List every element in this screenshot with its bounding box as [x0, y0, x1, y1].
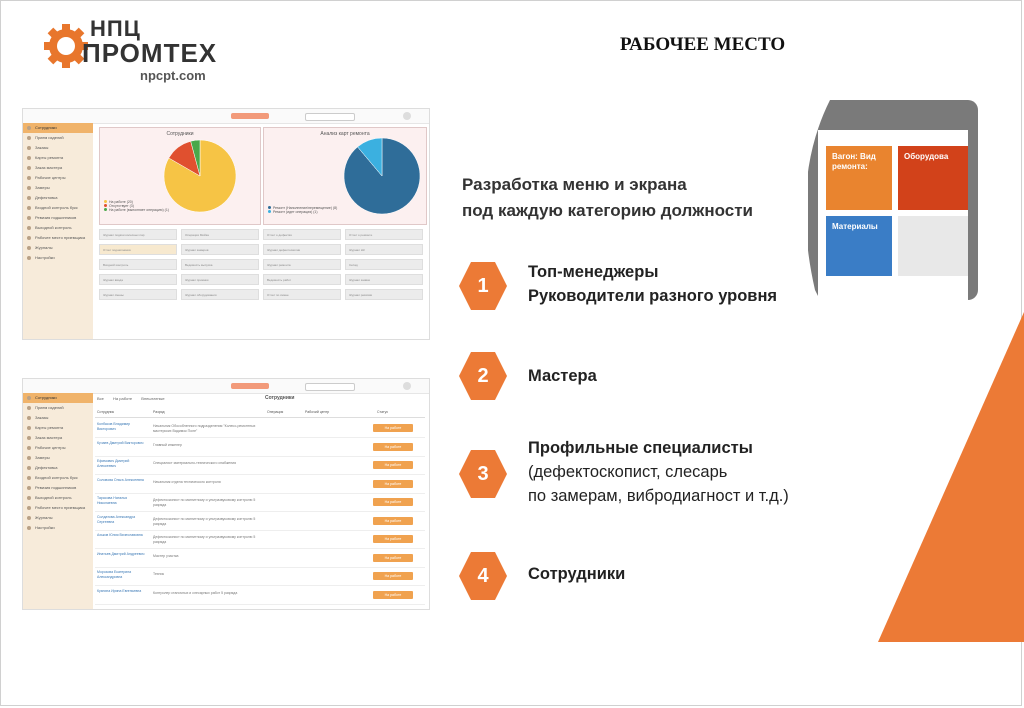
- report-card[interactable]: Журнал дефектоскопии: [263, 244, 341, 255]
- report-card[interactable]: Ведомость работ: [263, 274, 341, 285]
- report-card[interactable]: Журнал приемки: [181, 274, 259, 285]
- heading-line-2: под каждую категорию должности: [462, 201, 753, 220]
- dashboard-screenshot: [22, 108, 430, 340]
- employee-name[interactable]: Солдатова Александра Сергеевна: [97, 514, 136, 524]
- app-header: [23, 379, 429, 394]
- col-workcenter[interactable]: Рабочий центр: [305, 410, 330, 414]
- sidebar-item[interactable]: Замеры: [23, 183, 93, 193]
- app-header: [23, 109, 429, 124]
- sidebar-item[interactable]: Настройки: [23, 523, 93, 533]
- employee-position: Дефектоскопист по магнитному и ультразвуковому контролю 5 разряда: [153, 535, 256, 544]
- phone-tile-wagon: Вагон: Вид ремонта:: [826, 146, 892, 210]
- sidebar-item[interactable]: Журналы: [23, 243, 93, 253]
- page-title: РАБОЧЕЕ МЕСТО: [620, 34, 786, 55]
- phone-mask: [770, 90, 830, 320]
- pie-legend: [104, 200, 169, 212]
- table-row[interactable]: [95, 419, 425, 438]
- report-card[interactable]: Отчет о ремонте: [345, 229, 423, 240]
- status-badge[interactable]: На работе: [373, 591, 413, 599]
- item-number: 1: [477, 275, 489, 297]
- user-icon[interactable]: [403, 382, 411, 390]
- company-logo: [42, 14, 242, 94]
- report-card[interactable]: Журнал смены: [99, 289, 177, 300]
- employee-position: Начальник отдела технического контроля: [153, 479, 221, 484]
- sidebar-item[interactable]: Дефектовка: [23, 193, 93, 203]
- employees-table-screenshot: [22, 378, 430, 610]
- status-badge[interactable]: На работе: [373, 535, 413, 543]
- col-status[interactable]: Статус: [377, 410, 389, 414]
- status-badge[interactable]: На работе: [373, 480, 413, 488]
- tab-at-work[interactable]: На работе: [113, 396, 133, 401]
- sidebar-item[interactable]: Заказы: [23, 413, 93, 423]
- item-number: 2: [477, 365, 489, 387]
- sidebar-item[interactable]: Рабочее место приемщика: [23, 233, 93, 243]
- item-line: Руководители разного уровня: [528, 287, 778, 305]
- table-row[interactable]: [95, 438, 425, 457]
- sidebar-item[interactable]: Рабочие центры: [23, 443, 93, 453]
- report-card[interactable]: Ведомость выпуска: [181, 259, 259, 270]
- item-text: [528, 562, 625, 586]
- user-icon[interactable]: [403, 112, 411, 120]
- employee-position: Мастер участка: [153, 553, 179, 558]
- employee-position: Контролер станочных и слесарных работ 5 разряда: [153, 590, 238, 595]
- report-card[interactable]: Журнал заявок: [345, 274, 423, 285]
- employee-position: Главный инженер: [153, 442, 182, 447]
- tab-freelance[interactable]: Внештатные: [141, 396, 165, 401]
- col-operation[interactable]: Операция: [267, 410, 284, 414]
- legend-entry: Отсутствует (3): [104, 204, 169, 208]
- employee-position: Дефектоскопист по магнитному и ультразвуковому контролю 5 разряда: [153, 498, 256, 507]
- report-card[interactable]: Отчет о дефектах: [263, 229, 341, 240]
- employee-position: Специалист материально-технического снабжения: [153, 461, 237, 465]
- sidebar-item[interactable]: Рабочее место приемщика: [23, 503, 93, 513]
- phone-tile-equipment: Оборудова: [898, 146, 968, 210]
- status-badge[interactable]: На работе: [373, 498, 413, 506]
- table-row[interactable]: [95, 586, 425, 605]
- logo-text-npc: НПЦ: [90, 16, 141, 41]
- item-number: 4: [477, 565, 489, 587]
- repair-analysis-panel: [263, 127, 427, 225]
- sidebar-item[interactable]: Заказ мастера: [23, 433, 93, 443]
- sidebar-item[interactable]: Заказы: [23, 143, 93, 153]
- report-card[interactable]: Отчет по смене: [263, 289, 341, 300]
- item-line: Топ-менеджеры: [528, 263, 659, 281]
- section-title: Сотрудники: [265, 395, 295, 401]
- report-card[interactable]: Операция Мойка: [181, 229, 259, 240]
- sidebar-item[interactable]: Выходной контроль: [23, 493, 93, 503]
- employee-name[interactable]: Ефимович Дмитрий Алексеевич: [97, 459, 130, 468]
- phone-tile-blank: [898, 216, 968, 276]
- status-badge[interactable]: На работе: [373, 554, 413, 562]
- report-card[interactable]: Журнал НК: [345, 244, 423, 255]
- heading-line-1: Разработка меню и экрана: [462, 175, 687, 194]
- employee-name[interactable]: Кузнина Ирина Евгеньевна: [97, 588, 142, 593]
- employee-position: Начальник Обособленного подразделения "Колесо-ремонтных мастерских Вадимок Поле": [153, 424, 256, 433]
- table-row[interactable]: [95, 512, 425, 531]
- sidebar-item[interactable]: Карты ремонта: [23, 153, 93, 163]
- col-employee[interactable]: Сотрудник: [97, 410, 115, 414]
- table-row[interactable]: [95, 549, 425, 568]
- sidebar-item[interactable]: Прием изделий: [23, 403, 93, 413]
- employees-panel: [99, 127, 261, 225]
- employee-name[interactable]: Морозова Екатерина Александровна: [97, 570, 132, 579]
- logo-url: npcpt.com: [140, 68, 206, 83]
- item-line: Мастера: [528, 367, 597, 385]
- employee-name[interactable]: Соловова Ольга Алексеевна: [97, 477, 144, 482]
- item-line: (дефектоскопист, слесарь: [528, 463, 728, 481]
- sidebar-item[interactable]: Прием изделий: [23, 133, 93, 143]
- report-card[interactable]: Журнал ревизии: [345, 289, 423, 300]
- report-card[interactable]: Журнал ввода: [99, 274, 177, 285]
- table-row[interactable]: [95, 567, 425, 586]
- header-button[interactable]: [231, 383, 269, 389]
- table-row[interactable]: [95, 456, 425, 475]
- employee-position: Техник: [153, 572, 164, 576]
- sidebar-item[interactable]: Сотрудники: [23, 393, 93, 403]
- sidebar-item[interactable]: Сотрудники: [23, 123, 93, 133]
- phone-tile-materials: Материалы: [826, 216, 892, 276]
- phone-screen: [818, 130, 968, 300]
- table-row[interactable]: [95, 475, 425, 494]
- logo-text-promteh: ПРОМТЕХ: [82, 38, 218, 68]
- item-text: [528, 260, 777, 308]
- search-input[interactable]: [305, 113, 355, 121]
- report-card[interactable]: Входной контроль: [99, 259, 177, 270]
- employee-name[interactable]: Ипатьев Дмитрий Андреевич: [97, 551, 145, 556]
- report-card[interactable]: Отчет подшипников: [99, 244, 177, 255]
- report-card[interactable]: Склад: [345, 259, 423, 270]
- table-row[interactable]: [95, 493, 425, 512]
- report-card[interactable]: Журнал ремонта: [263, 259, 341, 270]
- col-grade[interactable]: Разряд: [153, 410, 165, 414]
- sidebar-item[interactable]: Ревизия подшипников: [23, 483, 93, 493]
- pie-legend: [268, 206, 337, 214]
- legend-entry: На работе (20): [104, 200, 169, 204]
- employee-name[interactable]: Ахьков Юлия Вячеславовна: [97, 533, 143, 537]
- employee-name[interactable]: Кучаев Дмитрий Викторович: [97, 440, 144, 445]
- sidebar-item[interactable]: Рабочие центры: [23, 173, 93, 183]
- employee-position: Дефектоскопист по магнитному и ультразвуковому контролю 5 разряда: [153, 516, 256, 526]
- legend-entry: Ремонт (идет операция) (1): [268, 210, 337, 214]
- panel-title: Сотрудники: [166, 131, 194, 137]
- status-badge[interactable]: На работе: [373, 424, 413, 432]
- item-text: [528, 364, 597, 388]
- item-line: по замерам, вибродиагност и т.д.): [528, 487, 789, 505]
- sidebar-item[interactable]: Выходной контроль: [23, 223, 93, 233]
- employee-name[interactable]: Колбасов Владимир Викторович: [97, 422, 131, 431]
- status-badge[interactable]: На работе: [373, 572, 413, 580]
- legend-entry: Ремонт (Наполнение/перемещение) (8): [268, 206, 337, 210]
- item-number: 3: [477, 463, 489, 485]
- phone-mockup: [808, 100, 978, 300]
- panel-title: Анализ карт ремонта: [320, 131, 370, 137]
- status-badge[interactable]: На работе: [373, 517, 413, 525]
- sidebar-item[interactable]: Журналы: [23, 513, 93, 523]
- sidebar-item[interactable]: Входной контроль букс: [23, 473, 93, 483]
- report-card[interactable]: Журнал замеров: [181, 244, 259, 255]
- status-badge[interactable]: На работе: [373, 443, 413, 451]
- employee-name[interactable]: Тарасова Наталья Николаевна: [97, 496, 127, 505]
- sidebar: [23, 123, 93, 339]
- report-card[interactable]: Журнал оборудования: [181, 289, 259, 300]
- legend-entry: На работе (выполняет операцию) (1): [104, 208, 169, 212]
- search-input[interactable]: [305, 383, 355, 391]
- item-line: Сотрудники: [528, 565, 626, 583]
- item-line: Профильные специалисты: [528, 439, 753, 457]
- sidebar-item[interactable]: Настройки: [23, 253, 93, 263]
- table-tabs: [97, 396, 165, 401]
- table-header: [95, 407, 425, 418]
- sidebar: [23, 393, 93, 609]
- section-heading: [462, 172, 753, 224]
- report-card[interactable]: Журнал подачи колесных пар: [99, 229, 177, 240]
- table-row[interactable]: [95, 530, 425, 549]
- sidebar-item[interactable]: Карты ремонта: [23, 423, 93, 433]
- sidebar-item[interactable]: Замеры: [23, 453, 93, 463]
- sidebar-item[interactable]: Ревизия подшипников: [23, 213, 93, 223]
- sidebar-item[interactable]: Заказ мастера: [23, 163, 93, 173]
- tab-all[interactable]: Все: [97, 396, 104, 401]
- sidebar-item[interactable]: Дефектовка: [23, 463, 93, 473]
- header-button[interactable]: [231, 113, 269, 119]
- sidebar-item[interactable]: Входной контроль букс: [23, 203, 93, 213]
- status-badge[interactable]: На работе: [373, 461, 413, 469]
- item-text: [528, 436, 789, 508]
